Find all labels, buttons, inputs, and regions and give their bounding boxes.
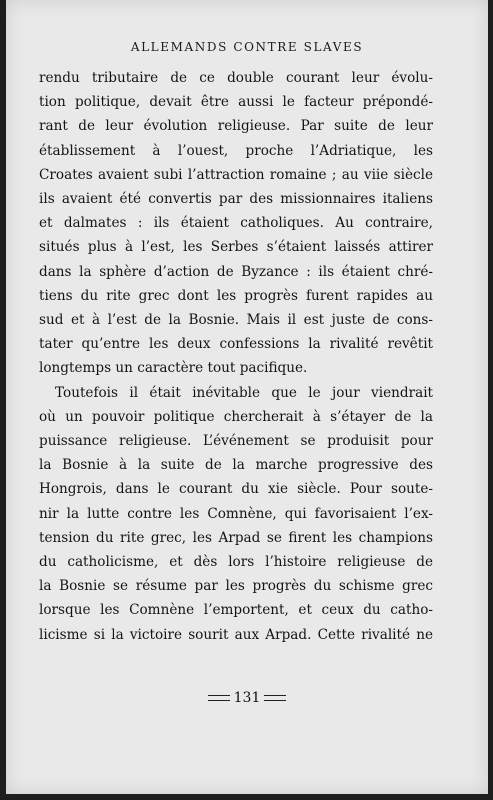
text-line: situés plus à l’est, les Serbes s’étaient laissés attirer <box>39 239 433 256</box>
page-body <box>39 66 433 647</box>
text-line: rant de leur évolution religieuse. Par suite de leur <box>39 118 433 135</box>
text-line: nir la lutte contre les Comnène, qui favorisaient l’ex- <box>39 505 433 522</box>
page-footer <box>6 690 488 706</box>
text-line: licisme si la victoire sourit aux Arpad. Cette rivalité ne <box>39 626 433 643</box>
page-number: 131 <box>233 690 261 706</box>
text-line: et dalmates : ils étaient catholiques. Au contraire, <box>39 215 433 232</box>
text-line: tion politique, devait être aussi le facteur prépondé- <box>39 94 433 111</box>
text-line: Hongrois, dans le courant du xie siècle. Pour soute- <box>39 481 433 498</box>
ornament-left <box>208 695 230 701</box>
text-line: rendu tributaire de ce double courant leur évolu- <box>39 70 433 86</box>
text-line: la Bosnie à la suite de la marche progressive des <box>39 457 433 474</box>
text-line: établissement à l’ouest, proche l’Adriatique, les <box>39 142 433 159</box>
running-header: ALLEMANDS CONTRE SLAVES <box>130 40 364 54</box>
paragraph-1 <box>39 66 433 381</box>
text-line: puissance religieuse. L’événement se produisit pour <box>39 433 433 450</box>
text-line: Croates avaient subi l’attraction romaine ; au viie siècle <box>39 166 433 183</box>
text-line: Toutefois il était inévitable que le jour viendrait <box>55 384 433 401</box>
paragraph-2 <box>39 381 433 647</box>
text-line: la Bosnie se résume par les progrès du schisme grec <box>39 578 433 595</box>
text-line: tension du rite grec, les Arpad se firent les champions <box>39 529 433 546</box>
text-line: longtemps un caractère tout pacifique. <box>39 360 308 377</box>
text-line: sud et à l’est de la Bosnie. Mais il est juste de cons- <box>39 312 433 329</box>
text-line: où un pouvoir politique chercherait à s’étayer de la <box>39 408 433 425</box>
text-line: tater qu’entre les deux confessions la rivalité revêtit <box>39 336 433 353</box>
text-line: tiens du rite grec dont les progrès furent rapides au <box>39 287 433 304</box>
text-line: du catholicisme, et dès lors l’histoire religieuse de <box>39 554 433 571</box>
text-line: dans la sphère d’action de Byzance : ils étaient chré- <box>39 263 433 280</box>
text-line: lorsque les Comnène l’emportent, et ceux du catho- <box>39 602 433 619</box>
text-line: ils avaient été convertis par des missionnaires italiens <box>39 191 433 208</box>
ornament-right <box>264 695 286 701</box>
book-page <box>6 0 488 794</box>
